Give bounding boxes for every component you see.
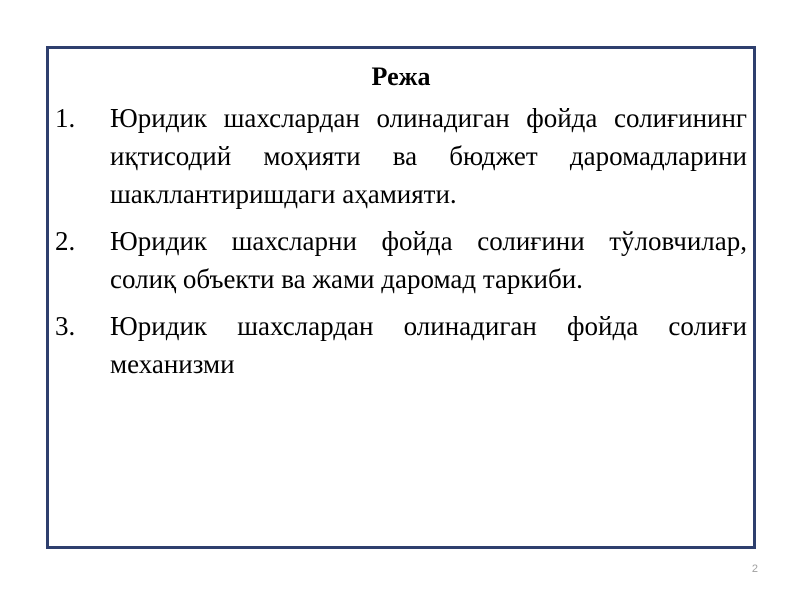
list-item — [55, 222, 747, 298]
plan-list — [55, 99, 747, 392]
list-item-number: 2. — [55, 226, 76, 256]
list-item-text: Юридик шахсларни фойда солиғини тўловчилар, солиқ объекти ва жами даромад таркиби. — [110, 226, 747, 294]
slide-title: Режа — [371, 62, 431, 91]
slide-frame — [46, 46, 756, 549]
list-item — [55, 99, 747, 213]
page-number: 2 — [751, 563, 758, 575]
list-item — [55, 307, 747, 383]
list-item-number: 3. — [55, 311, 76, 341]
list-item-number: 1. — [55, 103, 76, 133]
list-item-text: Юридик шахслардан олинадиган фойда солиғининг иқтисодий моҳияти ва бюджет даромадларини шакллантиришдаги аҳамияти. — [110, 103, 747, 209]
list-item-text: Юридик шахслардан олинадиган фойда солиғи механизми — [110, 311, 747, 379]
